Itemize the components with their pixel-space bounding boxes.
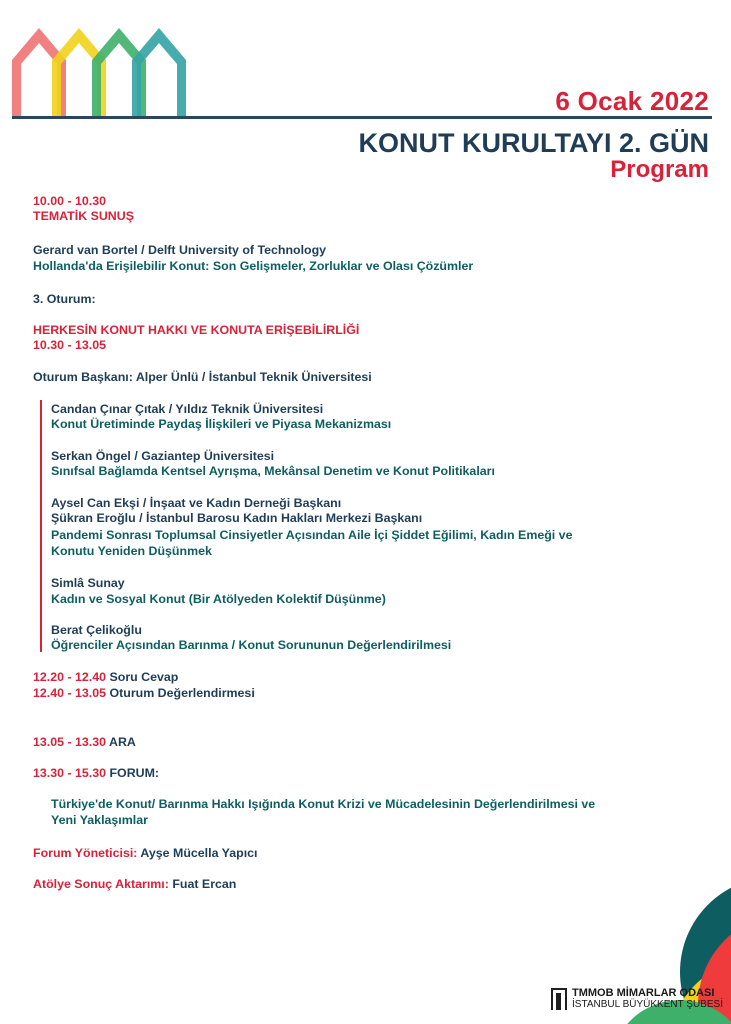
talk-topic: Kadın ve Sosyal Konut (Bir Atölyeden Kolektif Düşünme) xyxy=(51,592,386,606)
talk-topic: Sınıfsal Bağlamda Kentsel Ayrışma, Mekânsal Denetim ve Konut Politikaları xyxy=(51,464,495,478)
evaluation-label: Oturum Değerlendirmesi xyxy=(109,686,255,700)
session-chair: Oturum Başkanı: Alper Ünlü / İstanbul Teknik Üniversitesi xyxy=(33,370,372,384)
talk-topic-2: Konutu Yeniden Düşünmek xyxy=(51,544,212,558)
thematic-time: 10.00 - 10.30 xyxy=(33,194,107,208)
chamber-logo-icon xyxy=(551,988,567,1010)
talk-speaker: Candan Çınar Çıtak / Yıldız Teknik Üniversitesi xyxy=(51,402,324,416)
talk-topic: Öğrenciler Açısından Barınma / Konut Sorununun Değerlendirilmesi xyxy=(51,638,452,652)
reporter-row xyxy=(33,877,236,892)
page-subtitle: Program xyxy=(610,156,709,183)
break-label: ARA xyxy=(109,735,136,749)
forum-moderator-row xyxy=(33,846,258,861)
event-date: 6 Ocak 2022 xyxy=(555,86,709,116)
forum-moderator: Ayşe Mücella Yapıcı xyxy=(140,846,258,860)
talk-speaker: Berat Çelikoğlu xyxy=(51,623,142,637)
session-time: 10.30 - 13.05 xyxy=(33,338,107,352)
thematic-topic: Hollanda'da Erişilebilir Konut: Son Gelişmeler, Zorluklar ve Olası Çözümler xyxy=(33,259,474,273)
reporter: Fuat Ercan xyxy=(172,877,237,891)
evaluation-row xyxy=(33,686,255,701)
thematic-speaker: Gerard van Bortel / Delft University of Technology xyxy=(33,243,327,257)
talk-speaker: Aysel Can Ekşi / İnşaat ve Kadın Derneği Başkanı xyxy=(51,496,342,510)
forum-moderator-label: Forum Yöneticisi: xyxy=(33,846,138,860)
footer-logo xyxy=(551,987,723,1011)
break-time: 13.05 - 13.30 xyxy=(33,735,107,749)
forum-topic-2: Yeni Yaklaşımlar xyxy=(51,813,148,827)
houses-logo-icon xyxy=(10,18,205,116)
forum-label: FORUM: xyxy=(109,766,160,780)
qa-time: 12.20 - 12.40 xyxy=(33,670,107,684)
page-title: KONUT KURULTAYI 2. GÜN xyxy=(358,128,709,158)
talk-speaker-2: Şükran Eroğlu / İstanbul Barosu Kadın Hakları Merkezi Başkanı xyxy=(51,511,423,525)
qa-label: Soru Cevap xyxy=(109,670,179,684)
talk-topic: Konut Üretiminde Paydaş İlişkileri ve Piyasa Mekanizması xyxy=(51,417,392,431)
qa-row xyxy=(33,670,178,685)
talk-speaker: Simlâ Sunay xyxy=(51,576,125,590)
reporter-label: Atölye Sonuç Aktarımı: xyxy=(33,877,169,891)
forum-row xyxy=(33,766,159,781)
evaluation-time: 12.40 - 13.05 xyxy=(33,686,107,700)
org-branch: İSTANBUL BÜYÜKKENT ŞUBESİ xyxy=(572,999,723,1010)
forum-topic: Türkiye'de Konut/ Barınma Hakkı Işığında Konut Krizi ve Mücadelesinin Değerlendirilmesi ve xyxy=(51,797,596,811)
forum-time: 13.30 - 15.30 xyxy=(33,766,107,780)
thematic-label: TEMATİK SUNUŞ xyxy=(33,209,134,223)
session-accent-bar xyxy=(40,400,42,652)
talk-speaker: Serkan Öngel / Gaziantep Üniversitesi xyxy=(51,449,275,463)
org-name: TMMOB MİMARLAR ODASI xyxy=(572,987,715,999)
talk-topic: Pandemi Sonrası Toplumsal Cinsiyetler Açısından Aile İçi Şiddet Eğilimi, Kadın Emeği ve xyxy=(51,528,573,542)
break-row xyxy=(33,735,136,750)
session-label: 3. Oturum: xyxy=(33,292,96,306)
session-title: HERKESİN KONUT HAKKI VE KONUTA ERİŞEBİLİRLİĞİ xyxy=(33,323,360,337)
